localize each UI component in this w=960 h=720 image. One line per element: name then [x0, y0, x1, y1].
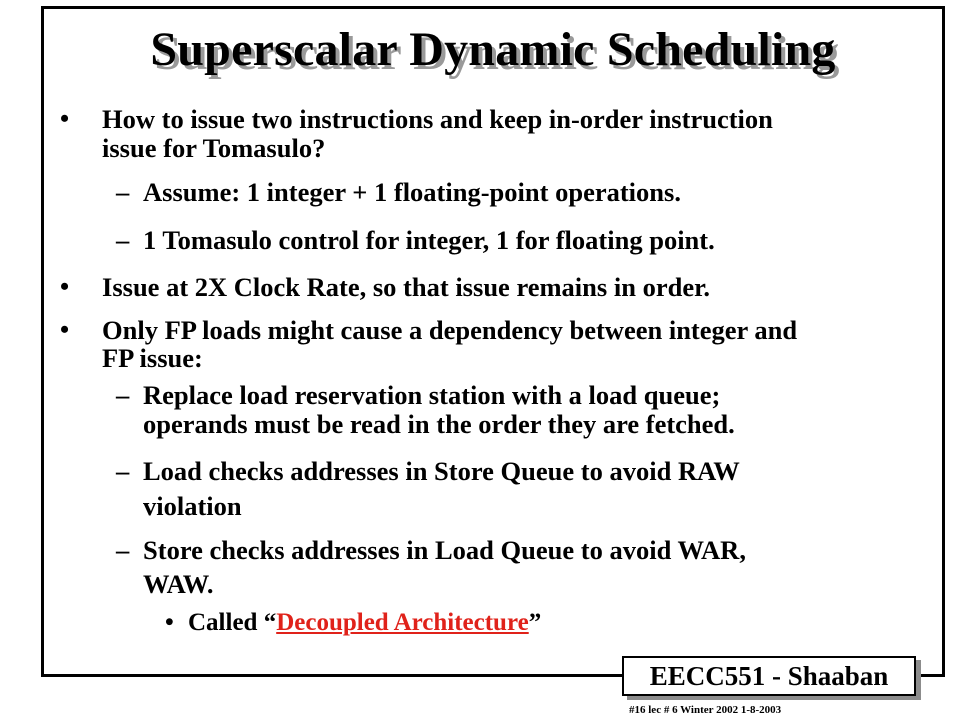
sub-item-war-line-2: WAW. — [143, 569, 214, 599]
dash-icon: – — [116, 177, 130, 207]
sub-item-load-queue-line-1: Replace load reservation station with a load queue; — [143, 380, 721, 410]
sub-item-raw-line-2: violation — [143, 491, 242, 521]
dash-icon: – — [116, 380, 130, 410]
sub-item-load-queue-line-2: operands must be read in the order they are fetched. — [143, 409, 735, 439]
dash-icon: – — [116, 225, 130, 255]
bullet-3-line-1: Only FP loads might cause a dependency between integer and — [102, 315, 798, 345]
bullet-icon: • — [60, 104, 70, 133]
slide-title: Superscalar Dynamic Scheduling — [150, 23, 836, 76]
bullet-icon: • — [60, 315, 70, 344]
course-badge: EECC551 - Shaaban — [622, 656, 916, 696]
sub-item-tomasulo-control: 1 Tomasulo control for integer, 1 for floating point. — [143, 225, 715, 255]
sub-item-raw-line-1: Load checks addresses in Store Queue to avoid RAW — [143, 456, 740, 486]
sub-item-assume: Assume: 1 integer + 1 floating-point operations. — [143, 177, 681, 207]
called-prefix: Called “ — [188, 609, 277, 636]
bullet-1-line-2: issue for Tomasulo? — [102, 133, 326, 163]
decoupled-architecture-link[interactable]: Decoupled Architecture — [276, 609, 529, 636]
bullet-icon: • — [165, 609, 174, 636]
slide-footer: #16 lec # 6 Winter 2002 1-8-2003 — [629, 704, 782, 716]
dash-icon: – — [116, 456, 130, 486]
bullet-1-line-1: How to issue two instructions and keep in-order instruction — [102, 104, 773, 134]
called-suffix: ” — [528, 609, 542, 636]
sub-sub-item-decoupled — [188, 608, 541, 638]
bullet-3-line-2: FP issue: — [102, 343, 203, 373]
dash-icon: – — [116, 535, 130, 565]
sub-item-war-line-1: Store checks addresses in Load Queue to avoid WAR, — [143, 535, 746, 565]
bullet-2: Issue at 2X Clock Rate, so that issue remains in order. — [102, 272, 711, 302]
bullet-icon: • — [60, 272, 70, 301]
